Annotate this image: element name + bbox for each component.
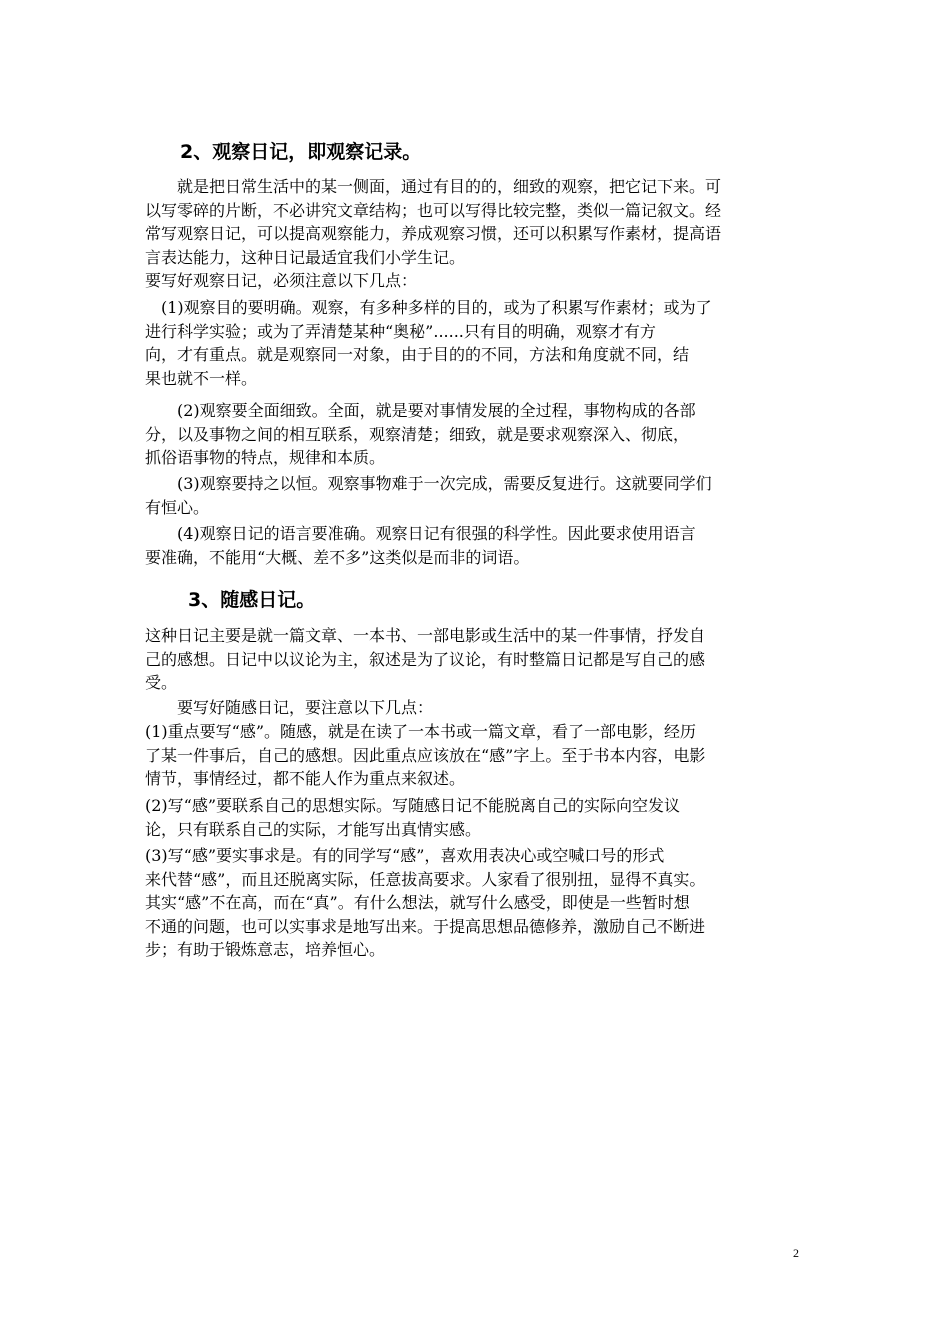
text-line: 要准确，不能用“大概、差不多”这类似是而非的词语。 [145, 547, 530, 567]
section-2-point-4 [145, 522, 810, 569]
text-line: (1)重点要写“感”。随感，就是在读了一本书或一篇文章，看了一部电影，经历 [145, 722, 697, 741]
page-number: 2 [793, 1246, 799, 1260]
text-line: 情节，事情经过，都不能人作为重点来叙述。 [145, 769, 466, 788]
text-line: 向，才有重点。就是观察同一对象，由于目的的不同，方法和角度就不同，结 [145, 345, 690, 364]
section-3-point-3 [145, 844, 810, 962]
text-line: 不通的问题，也可以实事求是地写出来。于提高思想品德修养，激励自己不断进 [145, 916, 706, 936]
text-line: 要写好随感日记，要注意以下几点： [145, 698, 434, 717]
section-2-intro [145, 175, 810, 269]
text-line: 受。 [145, 673, 178, 692]
text-line: 步；有助于锻炼意志，培养恒心。 [145, 940, 386, 959]
text-line: 进行科学实验；或为了弄清楚某种“奥秘”......只有目的明确，观察才有方 [145, 321, 656, 341]
text-line: 要写好观察日记，必须注意以下几点： [145, 271, 418, 290]
text-line: 来代替“感”，而且还脱离实际，任意拔高要求。人家看了很别扭，显得不真实。 [145, 869, 706, 889]
text-line: 论，只有联系自己的实际，才能写出真情实感。 [145, 819, 482, 839]
text-line: (2)观察要全面细致。全面，就是要对事情发展的全过程，事物构成的各部 [145, 401, 696, 420]
text-line: (1)观察目的要明确。观察，有多种多样的目的，或为了积累写作素材；或为了 [145, 298, 712, 317]
text-line: (3)写“感”要实事求是。有的同学写“感”，喜欢用表决心或空喊口号的形式 [145, 846, 665, 865]
text-line: (2)写“感”要联系自己的思想实际。写随感日记不能脱离自己的实际向空发议 [145, 796, 681, 815]
text-line: 了某一件事后，自己的感想。因此重点应该放在“感”字上。至于书本内容，电影 [145, 745, 706, 765]
section-3-heading: 3、随感日记。 [188, 589, 316, 611]
text-line: 抓俗语事物的特点，规律和本质。 [145, 448, 386, 467]
section-3-lead [145, 696, 810, 720]
text-line: 言表达能力，这种日记最适宜我们小学生记。 [145, 247, 466, 267]
section-3-point-1 [145, 720, 810, 791]
text-line: 分，以及事物之间的相互联系，观察清楚；细致，就是要求观察深入、彻底， [145, 424, 690, 444]
section-3-intro [145, 624, 810, 695]
section-2-point-2 [145, 399, 810, 470]
section-3-point-2 [145, 794, 810, 841]
text-line: (4)观察日记的语言要准确。观察日记有很强的科学性。因此要求使用语言 [145, 524, 696, 543]
section-2-heading: 2、观察日记，即观察记录。 [180, 141, 422, 163]
section-2-lead [145, 269, 810, 293]
text-line: 有恒心。 [145, 497, 210, 517]
text-line: 就是把日常生活中的某一侧面，通过有目的的，细致的观察，把它记下来。可 [145, 177, 722, 196]
section-2-point-1 [145, 296, 810, 390]
text-line: 己的感想。日记中以议论为主，叙述是为了议论，有时整篇日记都是写自己的感 [145, 649, 706, 669]
text-line: 常写观察日记，可以提高观察能力，养成观察习惯，还可以积累写作素材，提高语 [145, 224, 722, 243]
text-line: 果也就不一样。 [145, 368, 258, 388]
text-line: (3)观察要持之以恒。观察事物难于一次完成，需要反复进行。这就要同学们 [145, 474, 712, 493]
section-2-point-3 [145, 472, 810, 519]
text-line: 以写零碎的片断，不必讲究文章结构；也可以写得比较完整，类似一篇记叙文。经 [145, 200, 722, 220]
text-line: 这种日记主要是就一篇文章、一本书、一部电影或生活中的某一件事情，抒发自 [145, 626, 706, 645]
text-line: 其实“感”不在高，而在“真”。有什么想法，就写什么感受，即使是一些暂时想 [145, 893, 690, 912]
